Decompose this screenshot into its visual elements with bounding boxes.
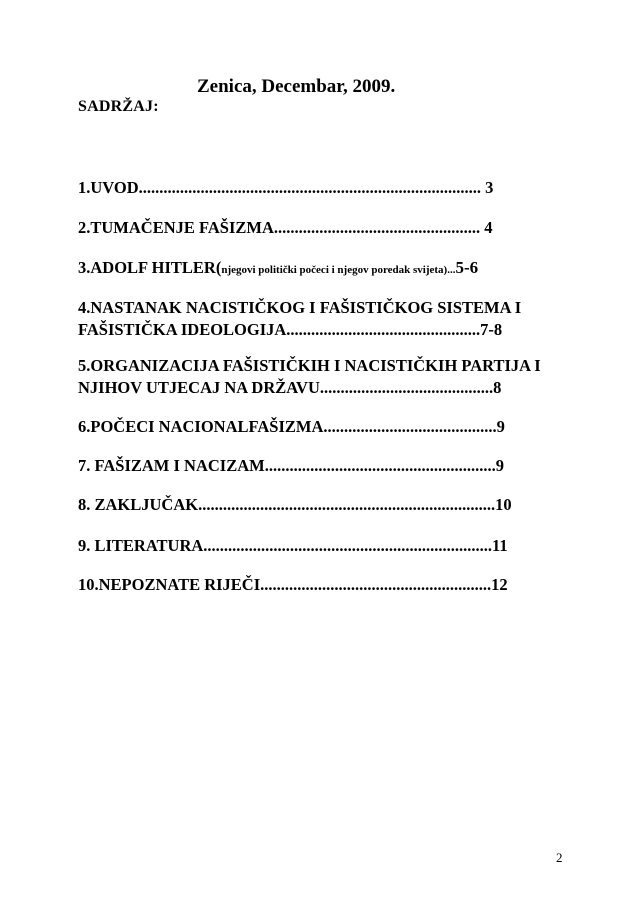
toc-heading: SADRŽAJ: (78, 98, 159, 115)
toc-entry-subtitle: njegovi politički počeci i njegov poredak svijeta)... (221, 264, 456, 276)
toc-entry-text: 1.UVOD................................................................................... 3 (78, 178, 494, 197)
toc-entry-uvod (78, 177, 493, 199)
toc-entry-organizacija (78, 355, 541, 399)
toc-entry-line1: 4.NASTANAK NACISTIČKOG I FAŠISTIČKOG SISTEMA I (78, 298, 522, 317)
toc-entry-nepoznate-rijeci (78, 574, 508, 596)
toc-entry-nastanak (78, 297, 521, 341)
toc-entry-adolf-hitler (78, 257, 478, 281)
page-number: 2 (556, 850, 563, 865)
toc-entry-tumacenje-fasizma (78, 217, 493, 239)
toc-entry-page: 5-6 (455, 258, 479, 277)
date-line: Zenica, Decembar, 2009. (197, 76, 396, 97)
toc-entry-poceci-nacionalfasizma (78, 416, 505, 438)
toc-entry-fasizam-i-nacizam (78, 455, 504, 477)
toc-entry-text: 2.TUMAČENJE FAŠIZMA.................................................. 4 (78, 218, 493, 237)
toc-entry-main-text: 3.ADOLF HITLER( (78, 258, 222, 277)
toc-entry-text: 7. FAŠIZAM I NACIZAM........................................................9 (78, 456, 504, 475)
toc-entry-line1: 5.ORGANIZACIJA FAŠISTIČKIH I NACISTIČKIH PARTIJA I (78, 356, 541, 375)
toc-entry-line2: FAŠISTIČKA IDEOLOGIJA...............................................7-8 (78, 320, 503, 339)
toc-entry-zakljucak (78, 494, 512, 516)
toc-entry-text: 8. ZAKLJUČAK........................................................................10 (78, 495, 512, 514)
toc-entry-literatura (78, 535, 508, 557)
toc-entry-text: 10.NEPOZNATE RIJEČI........................................................12 (78, 575, 508, 594)
toc-entry-text: 6.POČECI NACIONALFAŠIZMA..........................................9 (78, 417, 505, 436)
toc-entry-line2: NJIHOV UTJECAJ NA DRŽAVU..........................................8 (78, 378, 502, 397)
toc-entry-text: 9. LITERATURA......................................................................11 (78, 536, 508, 555)
